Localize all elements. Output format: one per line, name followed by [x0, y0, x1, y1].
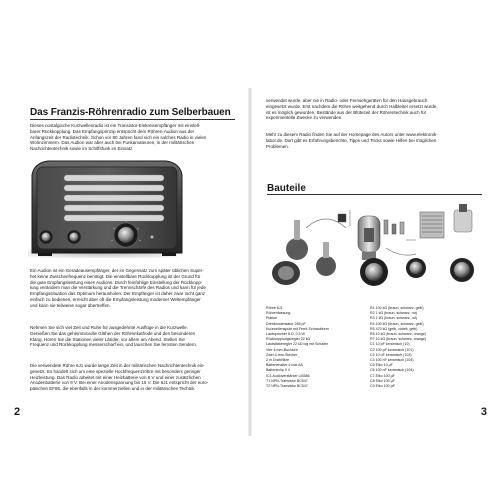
parts-rule: [267, 194, 482, 195]
list-item: T2 NPN-Transistor BC547: [266, 384, 308, 389]
list-item: C8 Elko 100 µF: [370, 378, 395, 383]
right-page: [258, 92, 493, 432]
knob-icon: [360, 258, 474, 286]
list-item: Vier 4-mm-Buchsen: [266, 347, 298, 352]
list-item: Röhrenfassung: [266, 311, 291, 316]
list-item: C9 Elko 100 µF: [370, 384, 395, 389]
list-item: R3 1 kΩ (braun, schwarz, rot): [370, 316, 418, 321]
list-item: C4 100 nF keramisch (104): [370, 358, 414, 363]
tuning-capacitor-icon: [420, 212, 444, 238]
list-item: Batterieclip 9 V: [266, 368, 291, 373]
list-item: Drehkondensator 265 pF: [266, 321, 306, 326]
coil-icon: [454, 204, 472, 232]
list-item: Platine: [266, 316, 277, 321]
list-item: IC1 Audioverstärker LM386: [266, 373, 310, 378]
book-gutter: [248, 88, 252, 436]
page-title: Das Franzis-Röhrenradio zum Selberbauen: [30, 107, 231, 118]
list-item: C2 100 pF keramisch (101): [370, 347, 414, 352]
list-item: C5 Elko 10 µF: [370, 363, 393, 368]
speaker-icon: [272, 261, 300, 285]
title-rule: [30, 119, 235, 120]
audion-paragraph: Ein Audion ist ein Geradeausempfänger, der im Gegensatz zum später üblichen Super- het keine Zwischenfrequenz benötigt. Die einstellbare Rückkopplung ist der Grund für die gute Empfangsleistung eines Audions. Durch feinfühlige Einstellung der Rückkopp- lung verändern man die Verstärkung und die Trennschärfe des Radios und kann für jede Empfangssituation das Optimum herausholen. Der Empfänger ist daher zwar nicht ganz einfach zu bedienen, erreicht aber oft die Empfangsleistung moderner Weltempfänger und kann sie teilweise sogar übertreffen.: [30, 268, 206, 308]
list-item: Röhre 6J1: [266, 306, 283, 310]
intro-paragraph: Dieses nostalgische Kurzwellenradio ist ein Transistor-Einkreisempfänger mit einstell- barer Rückkopplung. Das Empfangsprinzip entspricht dem Röhren-Audion aus der Anfangszeit der Radiotechnik. Schon vor 80 Jahren fand sich ein solches Radio in vielen Wohnzimmern. Das Audion war aber auch bei Funkamateuren, in der militärischen Nachrichtentechnik sowie im Schiffsfunk im Einsatz.: [30, 123, 207, 152]
list-item: R1 100 kΩ (braun, schwarz, gelb): [370, 306, 424, 310]
left-page: [6, 92, 241, 432]
components-photo: [266, 198, 488, 290]
list-item: Rückkopplungsregler 22 kΩ: [266, 337, 311, 342]
parts-heading: Bauteile: [267, 183, 306, 194]
list-item: R5 470 kΩ (gelb, violett, gelb): [370, 326, 418, 331]
vacuum-tube-icon: [358, 216, 380, 260]
list-item: R2 1 kΩ (braun, schwarz, rot): [370, 311, 418, 316]
parts-list-left: [266, 306, 329, 389]
homepage-paragraph: Mehr zu diesem Radio finden Sie auf der Homepage des Autors unter www.elektronik- labor.de. Dort gibt es Erfahrungsberichte, Tipps und Tricks sowie Hilfen bei möglichen Problemen.: [266, 132, 438, 149]
list-item: Kurzwellenspule mit Ferrit-Schraubkern: [266, 326, 329, 331]
list-item: R7 10 kΩ (braun, schwarz, orange): [370, 337, 427, 342]
list-item: Lautsprecher 8 Ω, 0,5 W: [266, 332, 306, 337]
page-number: 3: [480, 406, 487, 418]
list-item: C1 10 pF keramisch (10): [370, 342, 410, 347]
tube-paragraph: Die verwendete Röhre 6J1 wurde lange Zeit in der militärischen Nachrichtentechnik ein- gesetzt. Es handelt sich um eine spezielle Hochfrequenzröhre mit besonders geringer Heizleistung. Das Radio arbeitet mit einer Heizbatterie von 6 V und einer zusätzlichen Anodenbatterie von 9 V. Bei einer Anodenspannung bis 15 V. Die 6J1 entspricht der euro- päischen EF95, die ebenfalls in der kommerziellen und in der militärischen Technik: [30, 363, 209, 392]
list-item: T1 NPN-Transistor BC547: [266, 378, 308, 383]
list-item: R4 100 kΩ (braun, schwarz, gelb): [370, 321, 424, 326]
continuation-paragraph: verwendet wurde, aber nie in Radio- oder Fernsehgeräten für den Hausgebrauch eingesetzt wurde. Erst nachdem die Röhre weitgehend durch Halbleiter ersetzt wurde, ist es möglich geworden, Bestände aus der Blütezeit der Röhrentechnik auch für experimentelle Zwecke zu verwenden.: [266, 98, 438, 121]
page-number: 2: [14, 406, 21, 418]
parts-list-right: [370, 306, 426, 389]
list-item: R6 10 kΩ (braun, schwarz, orange): [370, 332, 427, 337]
shortwave-paragraph: Nehmen Sie sich viel Zeit und Ruhe für ausgedehnte Ausflüge in die Kurzwelle. Genießen Sie das geheimnisvolle Glühen der Röhrenkathode und den besonderen Klang. Hören Sie die Stationen vieler Länder, vor allem am Abend. Stellen Sie Frequenz und Rückkopplung messerscharf ein, und lauschen Sie fernsten Sendern.: [30, 325, 198, 348]
radio-photo: [24, 153, 189, 263]
list-item: 2 m Draht/litze: [266, 358, 290, 363]
list-item: C6 100 nF keramisch (104): [370, 368, 414, 373]
list-item: Zwei 4-mm-Stecker: [266, 352, 298, 357]
tube-radio-illustration: [24, 153, 189, 263]
list-item: C3 10 nF keramisch (103): [370, 352, 412, 357]
list-item: Lautstärkeregler 22 kΩ log mit Schalter: [266, 342, 329, 347]
list-item: Batteriehalter 4 mal AA: [266, 363, 303, 368]
list-item: C7 Elko 100 µF: [370, 373, 395, 378]
